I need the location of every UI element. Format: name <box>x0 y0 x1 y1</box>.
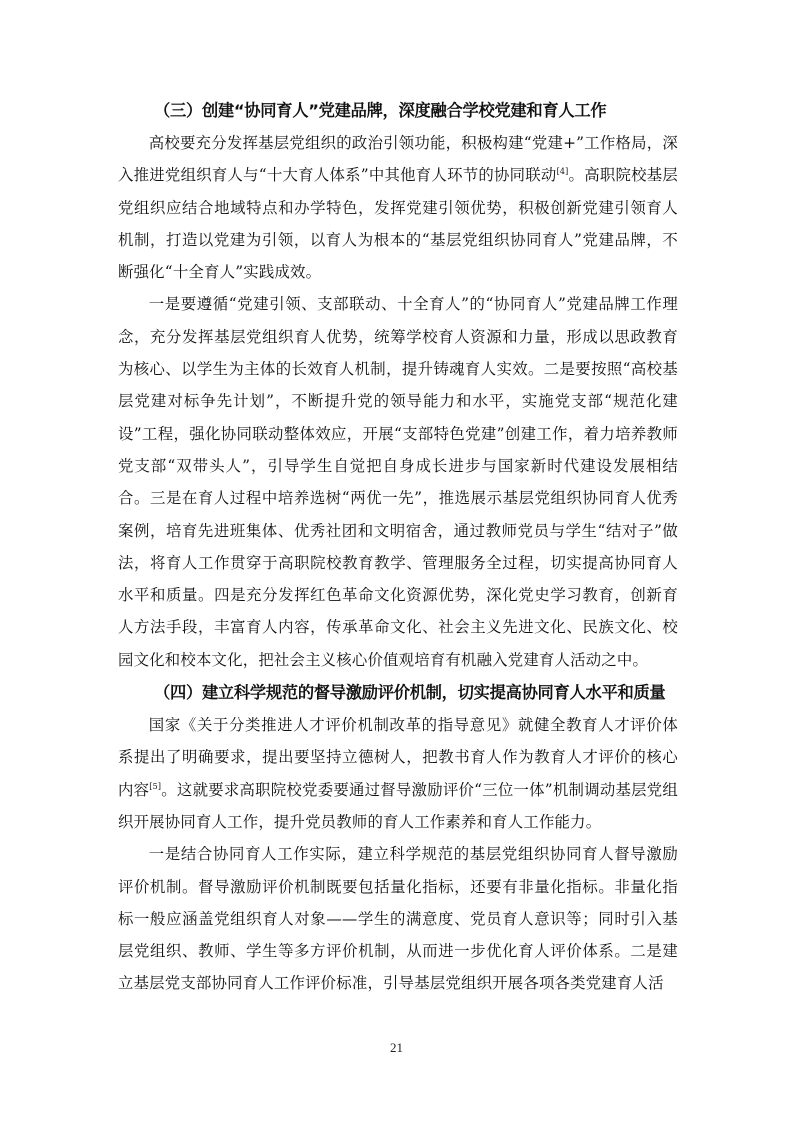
citation-ref: [4] <box>556 167 569 177</box>
paragraph-text: 国家《关于分类推进人才评价机制改革的指导意见》就健全教育人才评价体系提出了明确要求，提出要坚持立德树人，把教书育人作为教育人才评价的核心内容 <box>118 716 678 799</box>
paragraph-text: 。高职院校基层党组织应结合地域特点和办学特色，发挥党建引领优势，积极创新党建引领育人机制，打造以党建为引领，以育人为根本的“基层党组织协同育人”党建品牌，不断强化“十全育人”实践成效。 <box>118 166 678 282</box>
page-number: 21 <box>390 1040 403 1055</box>
paragraph: 一是结合协同育人工作实际，建立科学规范的基层党组织协同育人督导激励评价机制。督导激励评价机制既要包括量化指标，还要有非量化指标。非量化指标一般应涵盖党组织育人对象——学生的满意度、党员育人意识等；同时引入基层党组织、教师、学生等多方评价机制，从而进一步优化育人评价体系。二是建立基层党支部协同育人工作评价标准，引导基层党组织开展各项各类党建育人活 <box>118 845 678 993</box>
paragraph: 一是要遵循“党建引领、支部联动、十全育人”的“协同育人”党建品牌工作理念，充分发挥基层党组织育人优势，统筹学校育人资源和力量，形成以思政教育为核心、以学生为主体的长效育人机制，提升铸魂育人实效。二是要按照“高校基层党建对标争先计划”，不断提升党的领导能力和水平，实施党支部“规范化建设”工程，强化协同联动整体效应，开展“支部特色党建”创建工作，着力培养教师党支部“双带头人”，引导学生自觉把自身成长进步与国家新时代建设发展相结合。三是在育人过程中培养选树“两优一先”，推选展示基层党组织协同育人优秀案例，培育先进班集体、优秀社团和文明宿舍，通过教师党员与学生“结对子”做法，将育人工作贯穿于高职院校教育教学、管理服务全过程，切实提高协同育人水平和质量。四是充分发挥红色革命文化资源优势，深化党史学习教育，创新育人方法手段，丰富育人内容，传承革命文化、社会主义先进文化、民族文化、校园文化和校本文化，把社会主义核心价值观培育有机融入党建育人活动之中。 <box>118 295 678 669</box>
document-page <box>118 94 678 1000</box>
paragraph <box>118 709 678 838</box>
paragraph-text: 高校要充分发挥基层党组织的政治引领功能，积极构建“党建+”工作格局，深入推进党组织育人与“十大育人体系”中其他育人环节的协同联动 <box>118 134 678 185</box>
citation-ref: [5] <box>149 781 162 791</box>
section-heading-3: （三）创建“协同育人”党建品牌，深度融合学校党建和育人工作 <box>154 101 607 120</box>
paragraph <box>118 127 678 288</box>
section-heading-4: （四）建立科学规范的督导激励评价机制，切实提高协同育人水平和质量 <box>154 683 666 703</box>
paragraph-text: 。这就要求高职院校党委要通过督导激励评价“三位一体”机制调动基层党组织开展协同育人工作，提升党员教师的育人工作素养和育人工作能力。 <box>118 780 678 831</box>
